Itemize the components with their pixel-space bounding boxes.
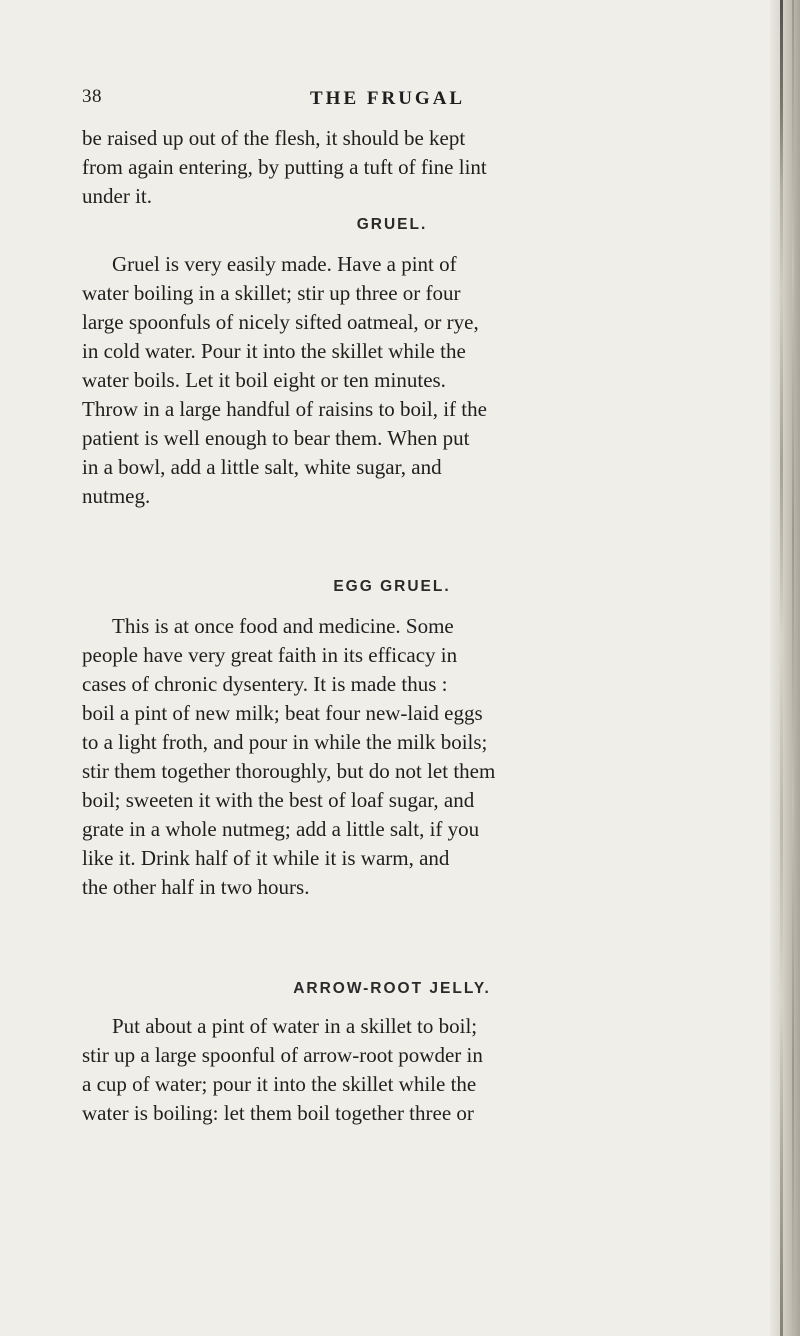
- text-line: under it.: [82, 184, 152, 208]
- running-head: THE FRUGAL: [310, 88, 466, 109]
- text-line: Gruel is very easily made. Have a pint of: [112, 252, 457, 276]
- text-line: stir up a large spoonful of arrow-root powder in: [82, 1043, 483, 1067]
- text-line: cases of chronic dysentery. It is made thus :: [82, 672, 448, 696]
- text-line: grate in a whole nutmeg; add a little salt, if you: [82, 817, 480, 841]
- text-line: a cup of water; pour it into the skillet while the: [82, 1072, 477, 1096]
- text-line: water boils. Let it boil eight or ten minutes.: [82, 368, 446, 392]
- text-line: This is at once food and medicine. Some: [112, 614, 454, 638]
- egg-gruel-paragraph: [82, 612, 702, 902]
- page-header: [82, 86, 682, 114]
- page-binding-edge: [770, 0, 800, 1336]
- text-line: like it. Drink half of it while it is warm, and: [82, 846, 450, 870]
- text-line: stir them together thoroughly, but do not let them: [82, 759, 496, 783]
- text-line: boil; sweeten it with the best of loaf sugar, and: [82, 788, 475, 812]
- arrow-root-paragraph: [82, 1012, 702, 1128]
- text-line: Throw in a large handful of raisins to boil, if the: [82, 397, 487, 421]
- text-line: in a bowl, add a little salt, white sugar, and: [82, 455, 442, 479]
- text-line: be raised up out of the flesh, it should be kept: [82, 126, 466, 150]
- text-line: in cold water. Pour it into the skillet while the: [82, 339, 466, 363]
- intro-paragraph: [82, 124, 702, 211]
- text-line: boil a pint of new milk; beat four new-laid eggs: [82, 701, 483, 725]
- text-line: people have very great faith in its efficacy in: [82, 643, 458, 667]
- section-heading-arrow-root-jelly: ARROW-ROOT JELLY.: [293, 980, 491, 997]
- text-line: to a light froth, and pour in while the milk boils;: [82, 730, 488, 754]
- text-line: water boiling in a skillet; stir up three or four: [82, 281, 461, 305]
- text-line: from again entering, by putting a tuft of fine lint: [82, 155, 487, 179]
- text-line: patient is well enough to bear them. When put: [82, 426, 470, 450]
- text-line: nutmeg.: [82, 484, 151, 508]
- text-line: the other half in two hours.: [82, 875, 310, 899]
- text-line: Put about a pint of water in a skillet to boil;: [112, 1014, 478, 1038]
- gruel-paragraph: [82, 250, 702, 511]
- section-heading-egg-gruel: EGG GRUEL.: [333, 578, 451, 595]
- page-number: 38: [82, 86, 102, 107]
- section-heading-gruel: GRUEL.: [356, 216, 428, 233]
- text-line: water is boiling: let them boil together three or: [82, 1101, 474, 1125]
- text-line: large spoonfuls of nicely sifted oatmeal, or rye,: [82, 310, 479, 334]
